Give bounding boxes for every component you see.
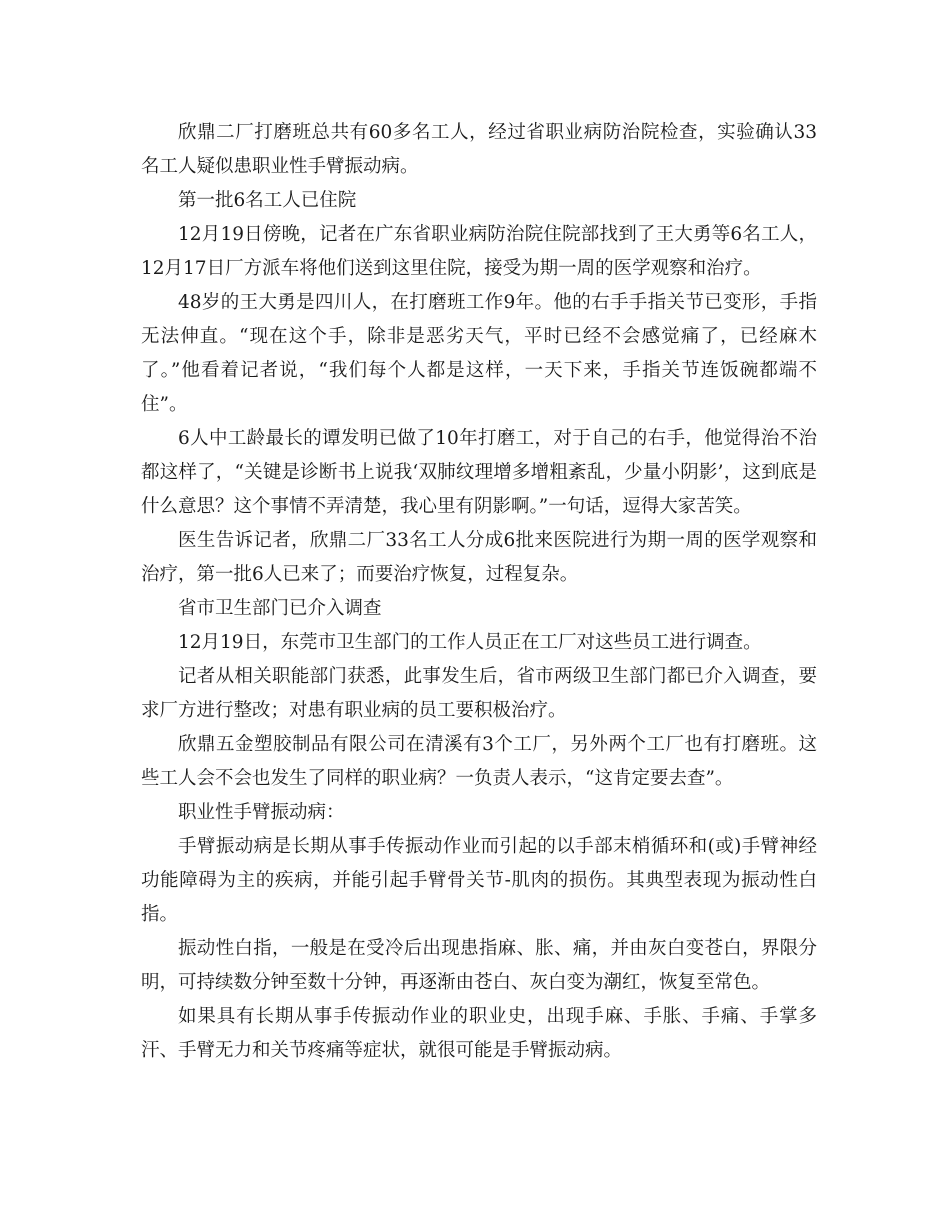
paragraph-wang-dayong: 48岁的王大勇是四川人，在打磨班工作9年。他的右手手指关节已变形，手指无法伸直。“现在这个手，除非是恶劣天气，平时已经不会感觉痛了，已经麻木了。”他看着记者说，“我们每个人都是这样，一天下来，手指关节连饭碗都端不住”。 xyxy=(141,292,817,415)
paragraph-dongguan-survey: 12月19日，东莞市卫生部门的工作人员正在工厂对这些员工进行调查。 xyxy=(178,632,762,653)
paragraph-hospital-visit: 12月19日傍晚，记者在广东省职业病防治院住院部找到了王大勇等6名工人，12月17日厂方派车将他们送到这里住院，接受为期一周的医学观察和治疗。 xyxy=(141,224,817,279)
paragraph-tan-faming: 6人中工龄最长的谭发明已做了10年打磨工，对于自己的右手，他觉得治不治都这样了，“关键是诊断书上说我‘双肺纹理增多增粗紊乱，少量小阴影’，这到底是什么意思？这个事情不弄清楚，我心里有阴影啊。”一句话，逗得大家苦笑。 xyxy=(141,428,817,517)
section-heading-investigation: 省市卫生部门已介入调查 xyxy=(178,598,382,619)
section-heading-hospitalized: 第一批6名工人已住院 xyxy=(178,190,357,211)
paragraph-disease-definition: 手臂振动病是长期从事手传振动作业而引起的以手部末梢循环和(或)手臂神经功能障碍为主的疾病，并能引起手臂骨关节-肌肉的损伤。其典型表现为振动性白指。 xyxy=(141,836,817,925)
paragraph-doctor: 医生告诉记者，欣鼎二厂33名工人分成6批来医院进行为期一周的医学观察和治疗，第一批6人已来了；而要治疗恢复，过程复杂。 xyxy=(141,530,817,585)
paragraph-other-factories: 欣鼎五金塑胶制品有限公司在清溪有3个工厂，另外两个工厂也有打磨班。这些工人会不会也发生了同样的职业病？一负责人表示，“这肯定要去查”。 xyxy=(141,734,817,789)
article-body xyxy=(141,116,817,1068)
paragraph-intro: 欣鼎二厂打磨班总共有60多名工人，经过省职业病防治院检查，实验确认33名工人疑似患职业性手臂振动病。 xyxy=(141,122,817,177)
paragraph-white-finger: 振动性白指，一般是在受冷后出现患指麻、胀、痛，并由灰白变苍白，界限分明，可持续数分钟至数十分钟，再逐渐由苍白、灰白变为潮红，恢复至常色。 xyxy=(141,938,817,993)
paragraph-rectification: 记者从相关职能部门获悉，此事发生后，省市两级卫生部门都已介入调查，要求厂方进行整改；对患有职业病的员工要积极治疗。 xyxy=(141,666,817,721)
section-heading-disease: 职业性手臂振动病： xyxy=(178,802,345,823)
paragraph-symptoms: 如果具有长期从事手传振动作业的职业史，出现手麻、手胀、手痛、手掌多汗、手臂无力和关节疼痛等症状，就很可能是手臂振动病。 xyxy=(141,1006,817,1061)
